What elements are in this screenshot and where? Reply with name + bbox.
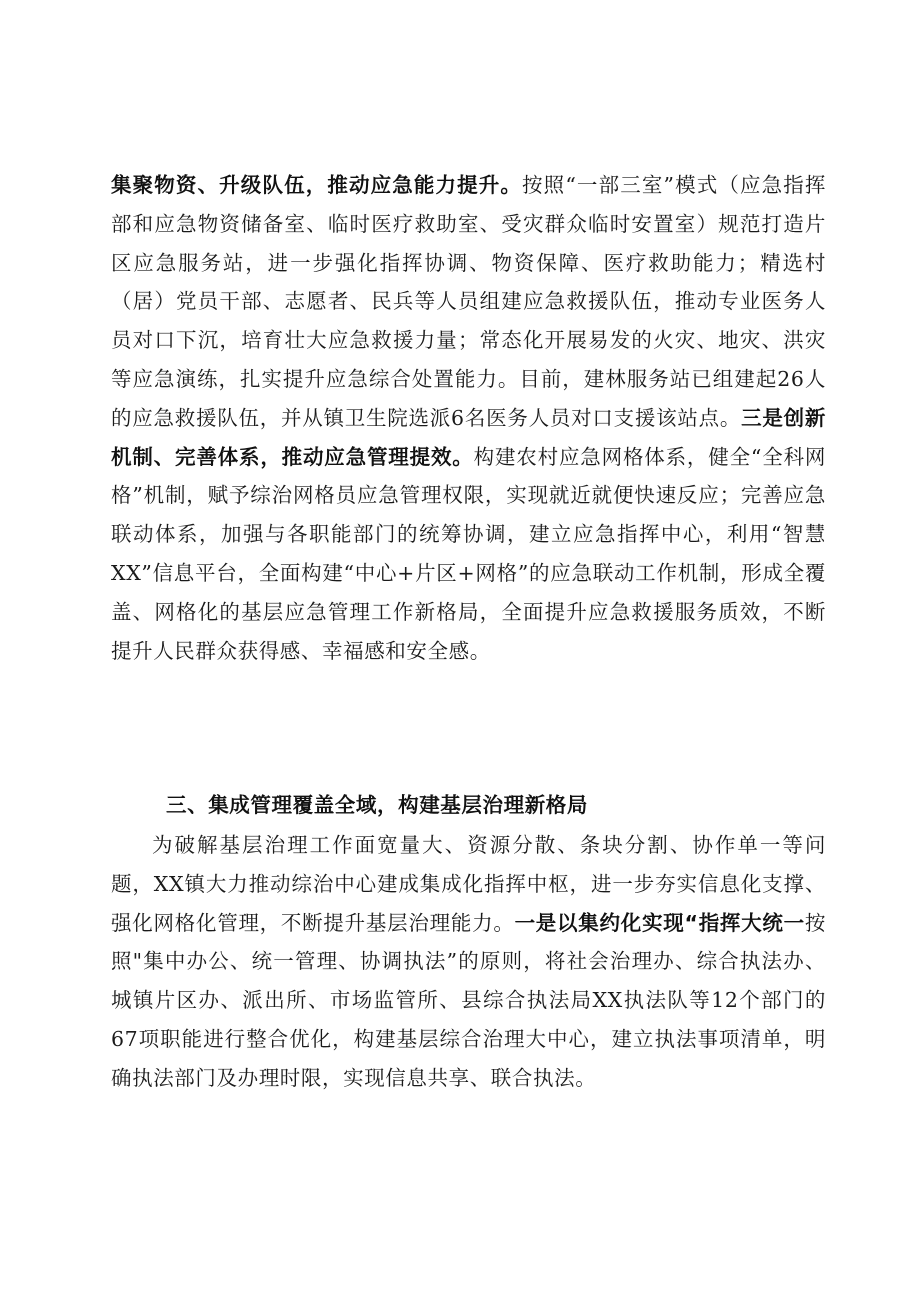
paragraph-lead-bold-2: 三是创新机制、完善体系，推动应急管理提效。 <box>111 405 826 469</box>
paragraph-governance <box>111 826 826 1098</box>
paragraph-text: 按照“一部三室”模式（应急指挥部和应急物资储备室、临时医疗救助室、受灾群众临时安置室）规范打造片区应急服务站，进一步强化指挥协调、物资保障、医疗救助能力；精选村（居）党员干部、志愿者、民兵等人员组建应急救援队伍，推动专业医务人员对口下沉，培育壮大应急救援力量；常态化开展易发的火灾、地灾、洪灾等应急演练，扎实提升应急综合处置能力。目前，建林服务站已组建起26人的应急救援队伍，并从镇卫生院选派6名医务人员对口支援该站点。 <box>111 173 826 430</box>
paragraph-text-2: 构建农村应急网格体系，健全“全科网格”机制，赋予综治网格员应急管理权限，实现就近就便快速反应；完善应急联动体系，加强与各职能部门的统筹协调，建立应急指挥中心，利用“智慧XX”信息平台，全面构建“中心+片区+网格”的应急联动工作机制，形成全覆盖、网格化的基层应急管理工作新格局，全面提升应急救援服务质效，不断提升人民群众获得感、幸福感和安全感。 <box>111 444 826 663</box>
paragraph-emergency <box>111 166 826 670</box>
paragraph-text: 为破解基层治理工作面宽量大、资源分散、条块分割、协作单一等问题，XX镇大力推动综治中心建成集成化指挥中枢，进一步夯实信息化支撑、强化网格化管理，不断提升基层治理能力。 <box>111 833 826 935</box>
paragraph-lead-bold: 集聚物资、升级队伍，推动应急能力提升。 <box>111 173 523 197</box>
paragraph-lead-bold: 一是以集约化实现“指挥大统一 <box>514 910 805 935</box>
section-heading-3: 三、集成管理覆盖全域，构建基层治理新格局 <box>166 793 588 817</box>
paragraph-text-2: 按照"集中办公、统一管理、协调执法”的原则，将社会治理办、综合执法办、城镇片区办、派出所、市场监管所、县综合执法局XX执法队等12个部门的67项职能进行整合优化，构建基层综合治理大中心，建立执法事项清单，明确执法部门及办理时限，实现信息共享、联合执法。 <box>111 910 826 1090</box>
